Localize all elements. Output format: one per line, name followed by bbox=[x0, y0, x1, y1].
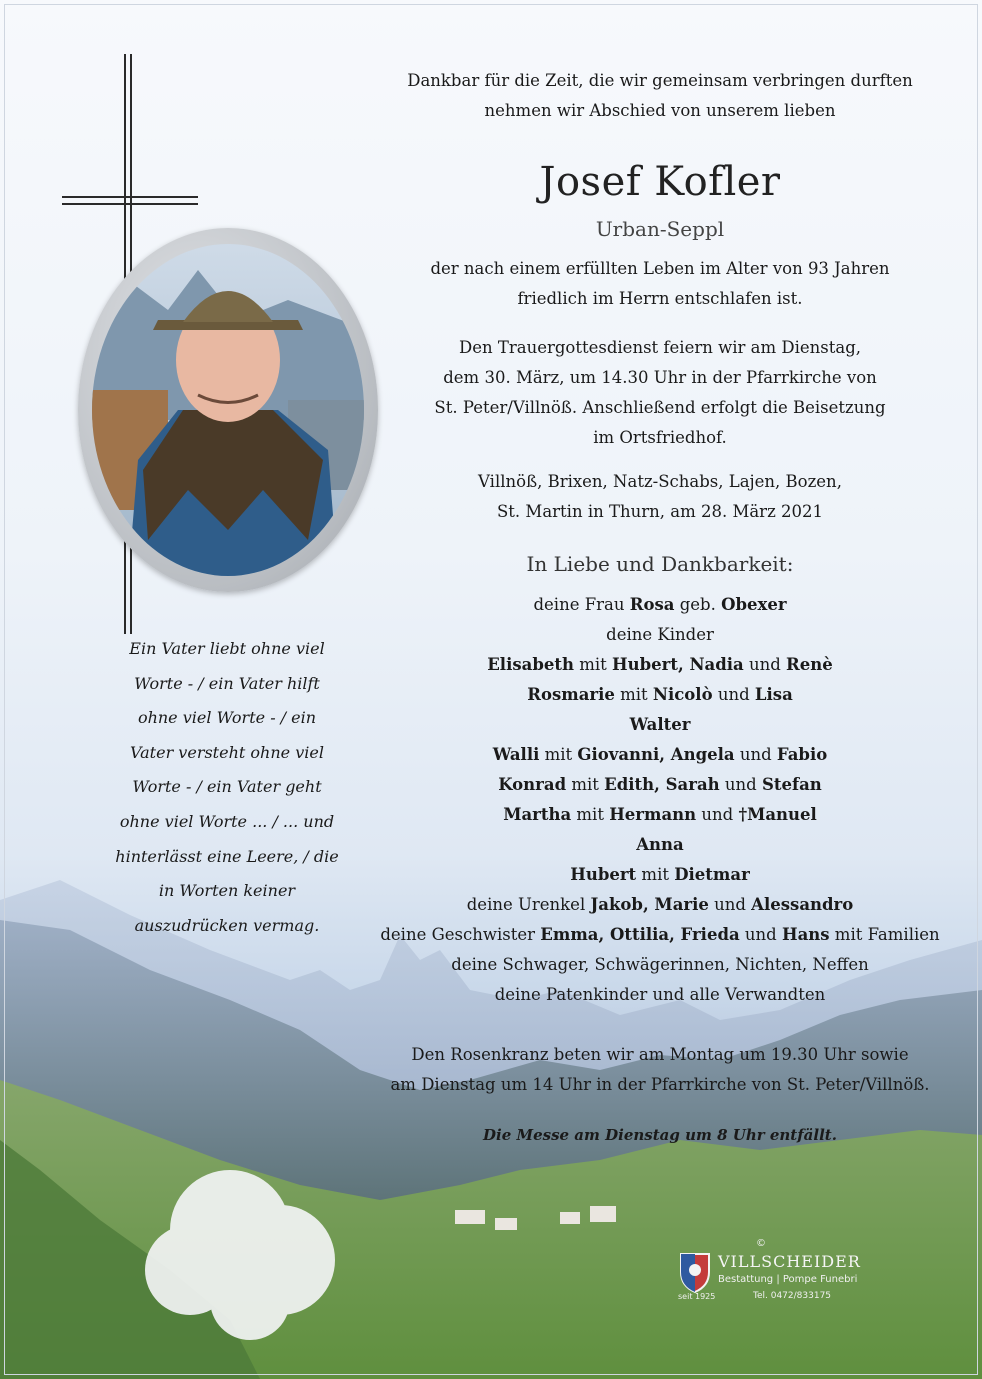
service-line-3: St. Peter/Villnöß. Anschließend erfolgt die Beisetzung bbox=[434, 398, 886, 417]
mourner-line: Anna bbox=[636, 835, 684, 854]
page-border bbox=[4, 4, 978, 1375]
service-line-1: Den Trauergottesdienst feiern wir am Dienstag, bbox=[458, 338, 861, 357]
copyright-mark: © bbox=[756, 1238, 766, 1249]
service-line-4: im Ortsfriedhof. bbox=[593, 428, 727, 447]
rosary-line-2: am Dienstag um 14 Uhr in der Pfarrkirche von St. Peter/Villnöß. bbox=[390, 1075, 930, 1094]
poem-line: ohne viel Worte - / ein bbox=[137, 708, 317, 728]
intro-line-1: Dankbar für die Zeit, die wir gemeinsam verbringen durften bbox=[407, 71, 913, 90]
poem-line: Worte - / ein Vater hilft bbox=[134, 673, 320, 693]
mass-notice: Die Messe am Dienstag um 8 Uhr entfällt. bbox=[483, 1126, 837, 1144]
poem-line: in Worten keiner bbox=[158, 881, 296, 901]
deceased-nickname: Urban-Seppl bbox=[595, 217, 725, 241]
rosary-line-1: Den Rosenkranz beten wir am Montag um 19.30 Uhr sowie bbox=[411, 1045, 909, 1064]
mourner-line: Walter bbox=[629, 715, 691, 734]
mourner-line: deine Urenkel Jakob, Marie und Alessandro bbox=[466, 895, 854, 914]
poem-line: ohne viel Worte ... / ... und bbox=[119, 811, 335, 831]
poem-line: hinterlässt eine Leere, / die bbox=[115, 846, 339, 866]
mourner-wife: deine Frau Rosa geb. Obexer bbox=[533, 595, 787, 614]
mourner-line: Elisabeth mit Hubert, Nadia und Renè bbox=[487, 655, 833, 674]
deceased-name: Josef Kofler bbox=[539, 159, 781, 205]
mourner-children-label: deine Kinder bbox=[606, 625, 714, 644]
mourner-line: deine Geschwister Emma, Ottilia, Frieda und Hans mit Familien bbox=[380, 925, 940, 944]
poem-line: auszudrücken vermag. bbox=[134, 915, 320, 935]
life-line-2: friedlich im Herrn entschlafen ist. bbox=[517, 289, 803, 308]
places-line-1: Villnöß, Brixen, Natz-Schabs, Lajen, Bozen, bbox=[478, 472, 842, 491]
logo-name: VILLSCHEIDER bbox=[718, 1252, 861, 1271]
life-line-1: der nach einem erfüllten Leben im Alter von 93 Jahren bbox=[430, 259, 890, 278]
poem-line: Ein Vater liebt ohne viel bbox=[129, 639, 325, 658]
logo-phone: Tel. 0472/833175 bbox=[753, 1291, 832, 1301]
mourner-line: Walli mit Giovanni, Angela und Fabio bbox=[492, 745, 828, 764]
poem-line: Worte - / ein Vater geht bbox=[132, 777, 322, 797]
mourner-line: deine Patenkinder und alle Verwandten bbox=[494, 985, 826, 1004]
mourner-line: Rosmarie mit Nicolò und Lisa bbox=[527, 685, 793, 704]
mourner-line: Hubert mit Dietmar bbox=[570, 865, 750, 884]
mourner-line: Konrad mit Edith, Sarah und Stefan bbox=[498, 775, 822, 794]
mourners-heading: In Liebe und Dankbarkeit: bbox=[526, 552, 794, 576]
mourner-line: Martha mit Hermann und †Manuel bbox=[503, 805, 817, 824]
poem-line: Vater versteht ohne viel bbox=[130, 742, 324, 762]
service-line-2: dem 30. März, um 14.30 Uhr in der Pfarrkirche von bbox=[443, 368, 877, 387]
places-line-2: St. Martin in Thurn, am 28. März 2021 bbox=[497, 502, 823, 521]
logo-subtitle: Bestattung | Pompe Funebri bbox=[718, 1274, 858, 1285]
intro-line-2: nehmen wir Abschied von unserem lieben bbox=[484, 101, 836, 120]
mourner-line: deine Schwager, Schwägerinnen, Nichten, Neffen bbox=[451, 955, 869, 974]
logo-since: seit 1925 bbox=[678, 1292, 716, 1301]
